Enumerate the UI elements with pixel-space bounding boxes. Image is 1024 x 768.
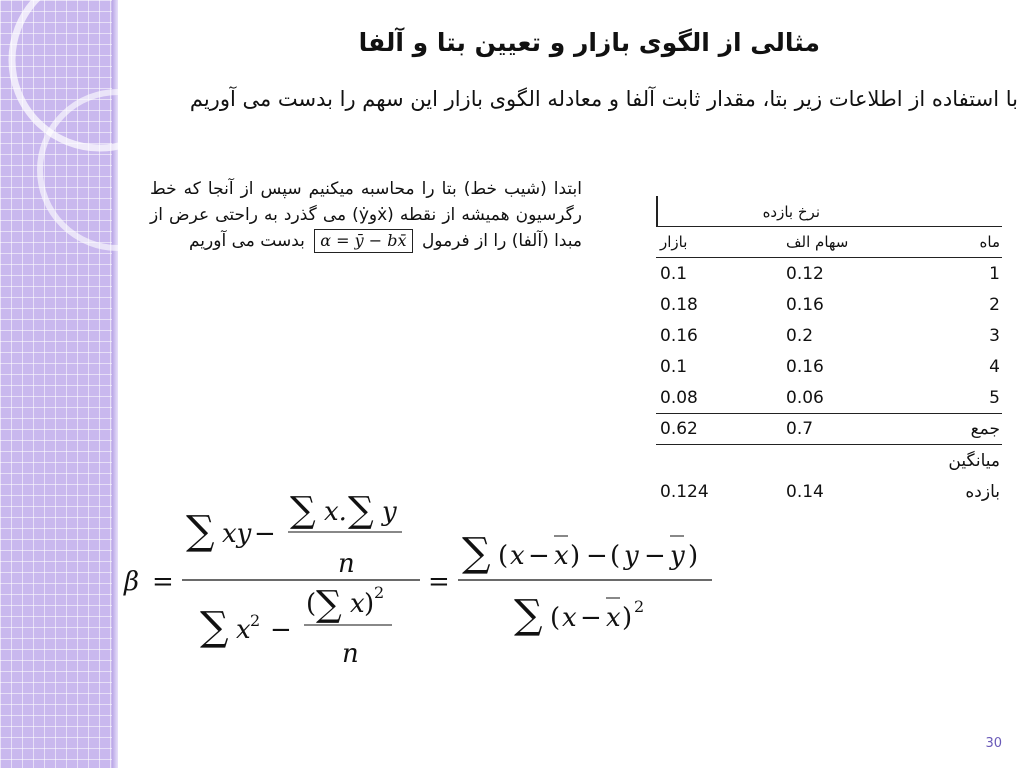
svg-text:xy: xy xyxy=(222,519,252,549)
table-row xyxy=(656,258,1002,289)
svg-text:=: = xyxy=(428,567,450,597)
svg-text:x: x xyxy=(510,541,525,571)
svg-text:x: x xyxy=(236,615,251,645)
header-stock: سهام الف xyxy=(786,233,849,251)
svg-text:−: − xyxy=(586,541,608,571)
header-month: ماه xyxy=(979,233,1000,251)
svg-text:∑: ∑ xyxy=(462,530,491,576)
svg-text:−: − xyxy=(528,541,550,571)
svg-text:): ) xyxy=(570,541,581,571)
svg-text:y: y xyxy=(382,497,397,527)
mean-label-line1: میانگین xyxy=(948,450,1000,471)
svg-text:−: − xyxy=(644,541,666,571)
cell-stock: 0.2 xyxy=(786,325,814,346)
svg-text:x: x xyxy=(554,541,569,571)
mean-stock: 0.14 xyxy=(786,481,824,502)
svg-text:2: 2 xyxy=(374,583,385,602)
alpha-formula: α = ȳ − bx̄ xyxy=(314,229,412,253)
cell-stock: 0.12 xyxy=(786,263,824,284)
mean-label-line2: بازده xyxy=(965,481,1000,502)
paragraph-end: بدست می آوریم xyxy=(188,231,305,251)
cell-market: 0.1 xyxy=(660,356,688,377)
total-label: جمع xyxy=(970,419,1000,439)
cell-stock: 0.16 xyxy=(786,294,824,315)
total-market: 0.62 xyxy=(660,419,698,439)
cell-stock: 0.16 xyxy=(786,356,824,377)
svg-text:(: ( xyxy=(498,541,509,571)
svg-text:x: x xyxy=(562,603,577,633)
table-row xyxy=(656,382,1002,413)
intro-text: با استفاده از اطلاعات زیر بتا، مقدار ثابت آلفا و معادله الگوی بازار این سهم را بدست می آوریم xyxy=(189,87,1018,111)
cell-market: 0.08 xyxy=(660,387,698,408)
svg-text:): ) xyxy=(364,589,375,619)
cell-market: 0.18 xyxy=(660,294,698,315)
slide-title: مثالی از الگوی بازار و تعیین بتا و آلفا xyxy=(358,28,820,57)
cell-month: 1 xyxy=(989,263,1000,284)
svg-text:∑: ∑ xyxy=(290,490,316,531)
cell-market: 0.1 xyxy=(660,263,688,284)
svg-text:2: 2 xyxy=(634,597,645,616)
cell-month: 2 xyxy=(989,294,1000,315)
svg-text:∑: ∑ xyxy=(316,584,342,625)
svg-text:−: − xyxy=(254,519,276,549)
svg-text:∑: ∑ xyxy=(514,592,543,638)
svg-text:−: − xyxy=(270,615,292,645)
paragraph-start: ابتدا (شیب خط) بتا را محاسبه میکنیم سپس از آنجا که خط رگرسیون همیشه از نقطه (ẋوẏ) می گذرد به راحتی عرض از مبدا (آلفا) را از فرمول xyxy=(150,179,582,251)
cell-month: 3 xyxy=(989,325,1000,346)
svg-text:=: = xyxy=(152,567,174,597)
table-row xyxy=(656,289,1002,320)
table-group-header xyxy=(656,198,1002,227)
svg-text:n: n xyxy=(338,549,355,579)
svg-text:β: β xyxy=(124,567,140,597)
svg-text:): ) xyxy=(688,541,699,571)
svg-text:x: x xyxy=(606,603,621,633)
total-stock: 0.7 xyxy=(786,419,814,439)
returns-table xyxy=(656,198,1002,507)
svg-text:(: ( xyxy=(550,603,561,633)
cell-month: 5 xyxy=(989,387,1000,408)
svg-text:n: n xyxy=(342,639,359,669)
svg-text:∑: ∑ xyxy=(348,490,374,531)
svg-text:y: y xyxy=(670,541,685,571)
svg-text:(: ( xyxy=(610,541,621,571)
explanation-paragraph xyxy=(150,176,582,254)
svg-text:2: 2 xyxy=(250,611,261,630)
cell-month: 4 xyxy=(989,356,1000,377)
svg-text:x.: x. xyxy=(324,497,347,527)
header-market: بازار xyxy=(660,233,688,251)
svg-text:∑: ∑ xyxy=(186,508,215,554)
table-row xyxy=(656,320,1002,351)
svg-text:(: ( xyxy=(306,589,317,619)
table-header-row xyxy=(656,227,1002,258)
group-header-label: نرخ بازده xyxy=(762,203,820,221)
svg-text:): ) xyxy=(622,603,633,633)
page-number: 30 xyxy=(985,736,1002,751)
svg-text:x: x xyxy=(350,589,365,619)
beta-formula xyxy=(120,480,740,680)
mean-market: 0.124 xyxy=(660,481,709,502)
table-mean-label-row xyxy=(656,445,1002,476)
svg-text:∑: ∑ xyxy=(200,604,229,650)
table-row xyxy=(656,351,1002,382)
svg-text:−: − xyxy=(580,603,602,633)
cell-stock: 0.06 xyxy=(786,387,824,408)
svg-text:y: y xyxy=(624,541,639,571)
table-total-row xyxy=(656,413,1002,445)
cell-market: 0.16 xyxy=(660,325,698,346)
